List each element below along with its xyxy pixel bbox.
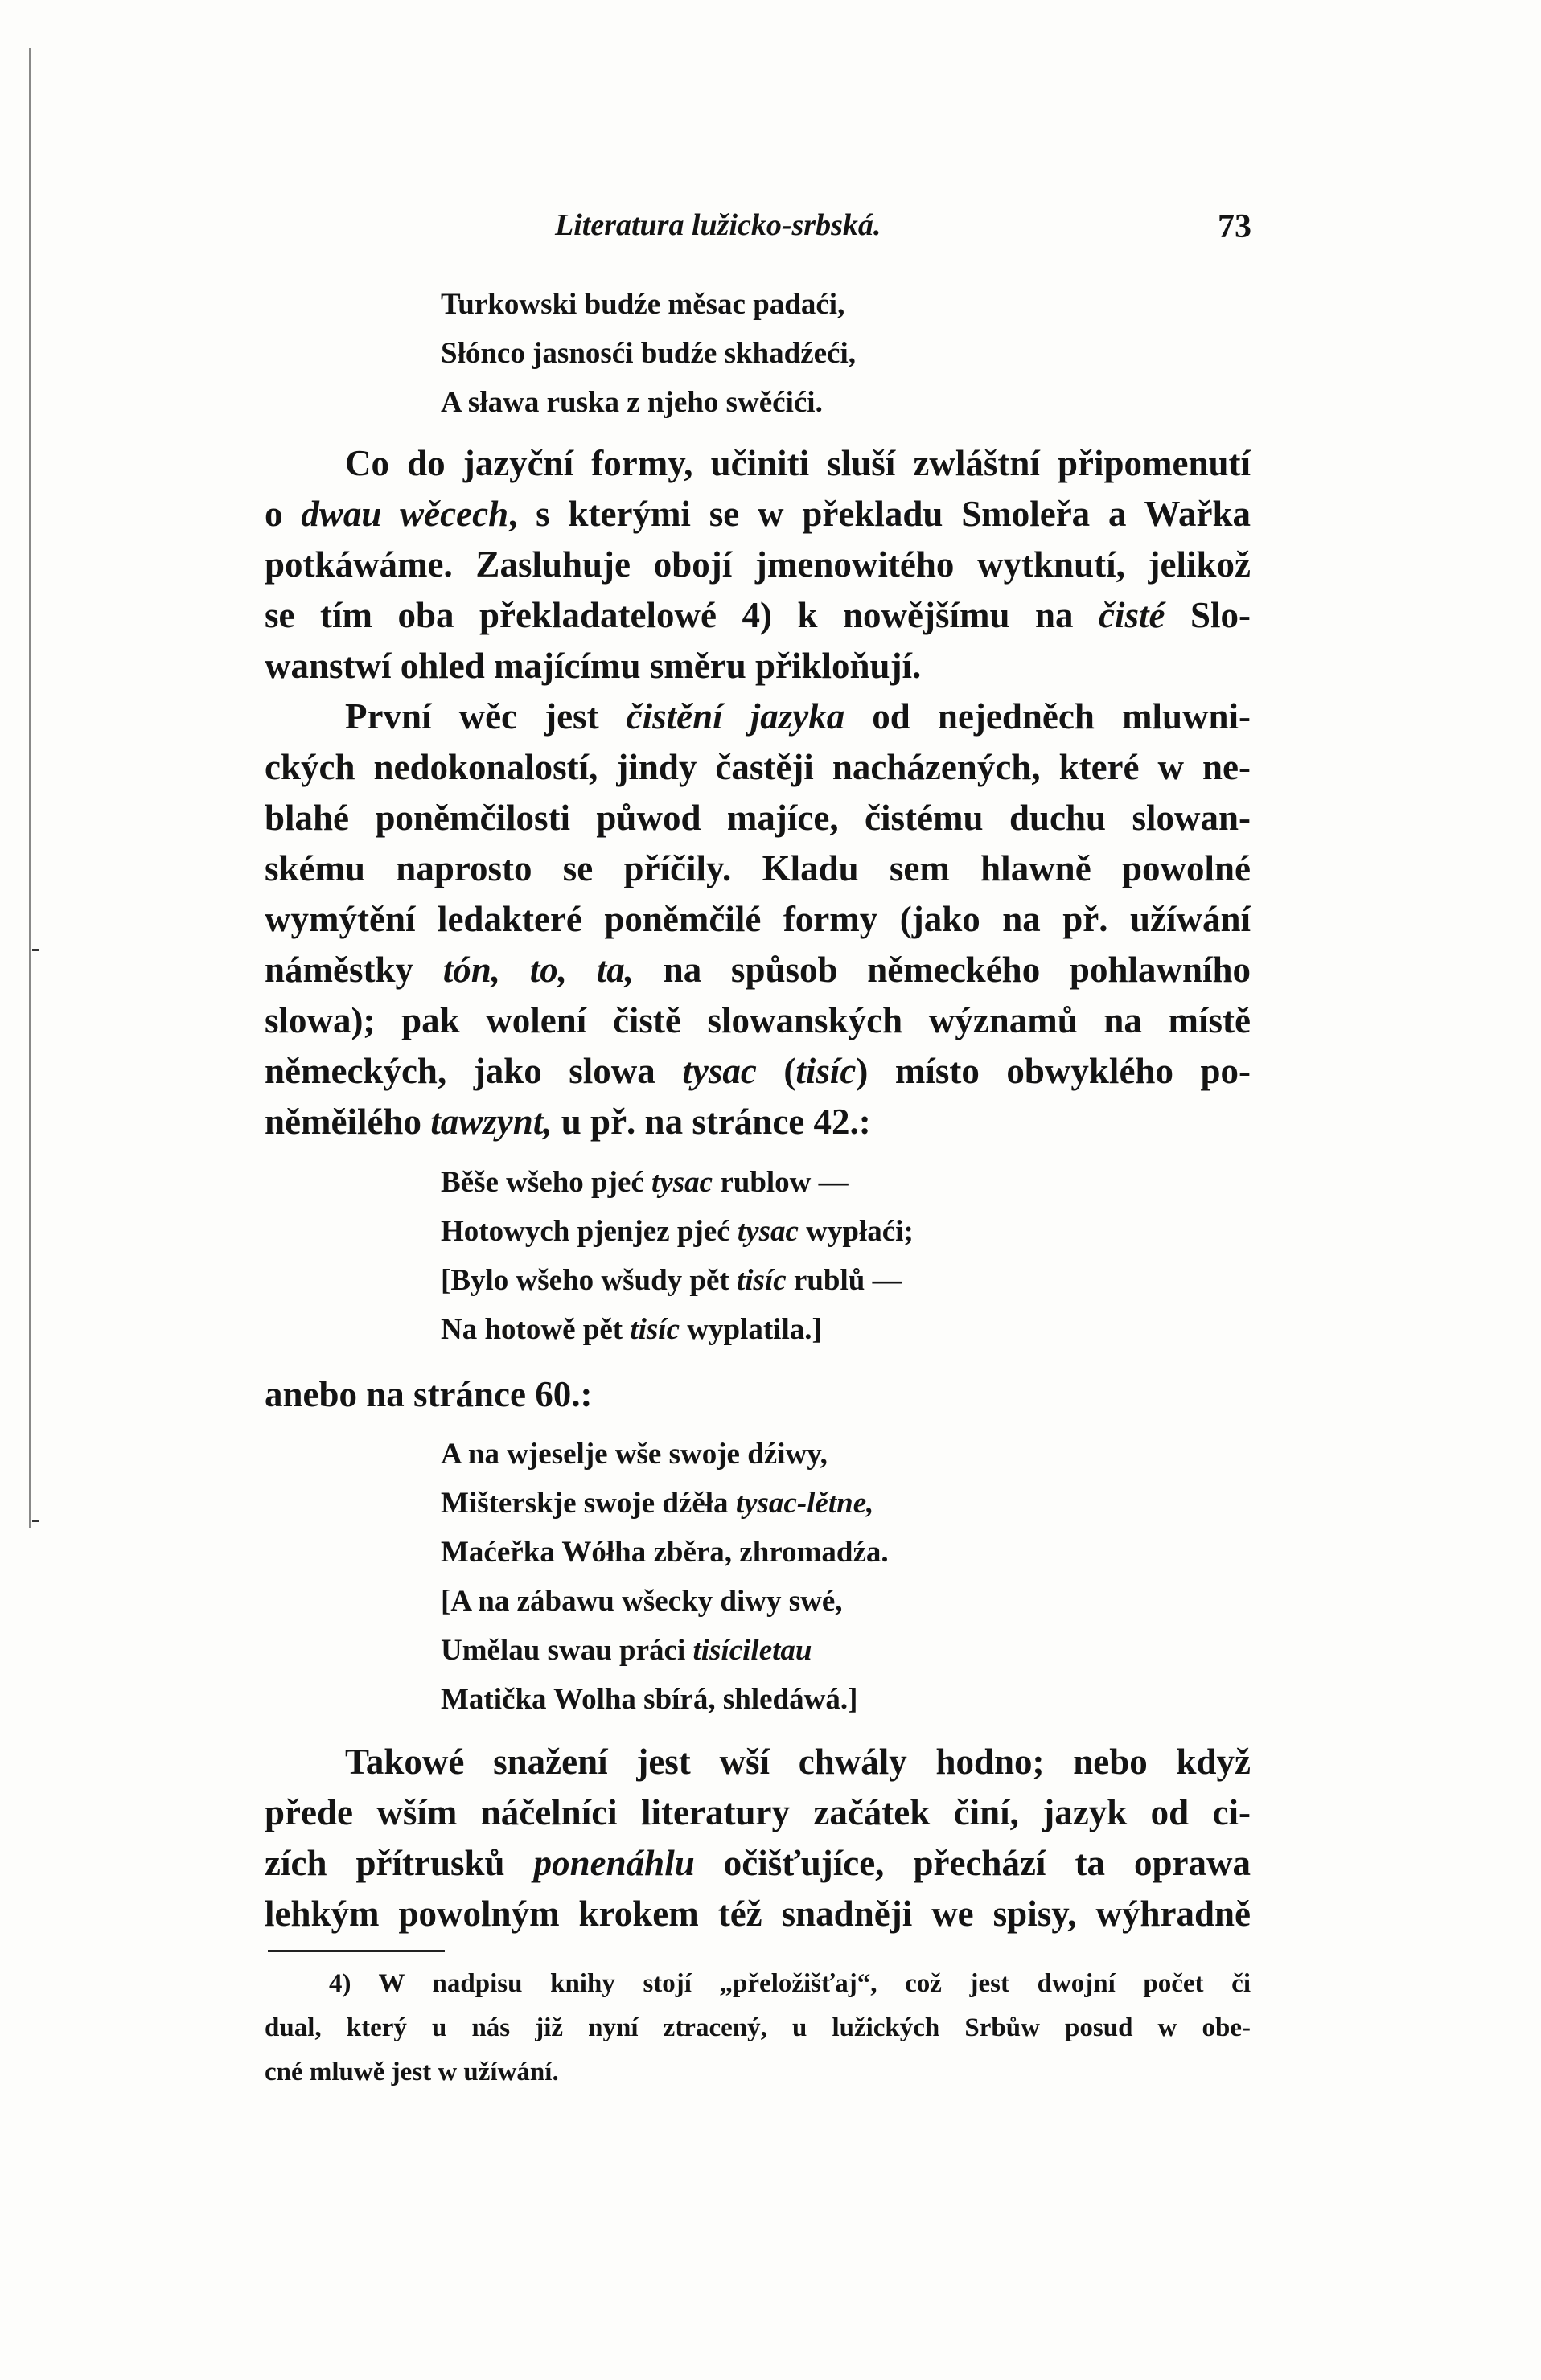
text-line: Takowé snažení jest wší chwály hodno; nebo když [345,1742,1251,1782]
text-line: slowa); pak wolení čistě slowanských wýznamů na místě [265,1000,1251,1040]
paragraph-2 [265,691,1251,1147]
paragraph-1 [265,438,1251,691]
verse-line: [A na zábawu wšecky diwy swé, [441,1585,843,1618]
verse-line: A sława ruska z njeho swěćići. [441,386,823,419]
verse-line: Maćeřka Wółha zběra, zhromadźa. [441,1536,889,1569]
text-line: wymýtění ledakteré poněmčilé formy (jako na př. užíwání [265,899,1251,939]
text-line: ckých nedokonalostí, jindy častěji nacházených, které w ne- [265,747,1251,787]
verse-line: Słónco jasnosći budźe skhadźeći, [441,337,857,370]
verse-line: A na wjeselje wše swoje dźiwy, [441,1438,828,1471]
text-line: blahé poněmčilosti půwod majíce, čistému duchu slowan- [265,798,1251,838]
paragraph-3 [265,1737,1251,1939]
verse-line: [Bylo wšeho wšudy pět tisíc rublů — [441,1264,902,1297]
verse-line: Běše wšeho pjeć tysac rublow — [441,1166,849,1199]
text-line: přede wším náčelníci literatury začátek činí, jazyk od ci- [265,1792,1251,1832]
verse-line: Turkowski budźe měsac padaći, [441,288,845,321]
text-line: Co do jazyční formy, učiniti sluší zwláštní připomenutí [345,443,1251,483]
text-line: o dwau wěcech, s kterými se w překladu Smoleřa a Wařka [265,494,1251,534]
page-number: 73 [1218,208,1251,245]
scan-edge-mark [32,949,39,951]
text-line: potkáwáme. Zasluhuje obojí jmenowitého wytknutí, jelikož [265,544,1251,585]
text-line: lehkým powolným krokem též snadněji we spisy, wýhradně [265,1894,1251,1934]
text-line: německých, jako slowa tysac (tisíc) místo obwyklého po- [265,1051,1251,1091]
footnote-line: 4) W nadpisu knihy stojí „přeložišťaj“, což jest dwojní počet či [329,1969,1251,1998]
verse-line: Matička Wolha sbírá, shledáwá.] [441,1683,858,1716]
text-line: wanstwí ohled majícímu směru přikloňují. [265,646,922,686]
text-line: První wěc jest čistění jazyka od nejedněch mluwni- [345,696,1251,737]
footnote-line: dual, který u nás již nyní ztracený, u lužických Srbůw posud w obe- [265,2013,1251,2042]
verse-block-3 [441,1430,1325,1724]
verse-line: Mišterskje swoje dźěła tysac-lětne, [441,1487,874,1520]
footnote-line: cné mluwě jest w užíwání. [265,2058,559,2087]
footnote-rule [268,1950,445,1952]
verse-line: Hotowych pjenjez pjeć tysac wypłaći; [441,1215,914,1248]
text-line: skému naprosto se příčily. Kladu sem hlawně powolné [265,848,1251,888]
verse-line: Na hotowě pět tisíc wyplatila.] [441,1313,822,1346]
text-line: zích přítrusků ponenáhlu očišťujíce, přechází ta oprawa [265,1843,1251,1883]
verse-block-1 [441,280,1325,427]
scan-edge-mark [32,1520,39,1522]
scan-edge-line [29,48,31,1528]
running-title: Literatura lužicko-srbská. [555,208,881,242]
verse-block-2 [441,1158,1325,1354]
page-header [555,207,1251,256]
footnote [265,1962,1251,2095]
text-line: anebo na stránce 60.: [265,1374,593,1414]
text-line: náměstky tón, to, ta, na spůsob německého pohlawního [265,950,1251,990]
text-line: se tím oba překladatelowé 4) k nowějšímu na čisté Slo- [265,595,1251,635]
verse-line: Umělau swau práci tisíciletau [441,1634,812,1667]
text-line: něměilého tawzynt, u př. na stránce 42.: [265,1102,871,1142]
